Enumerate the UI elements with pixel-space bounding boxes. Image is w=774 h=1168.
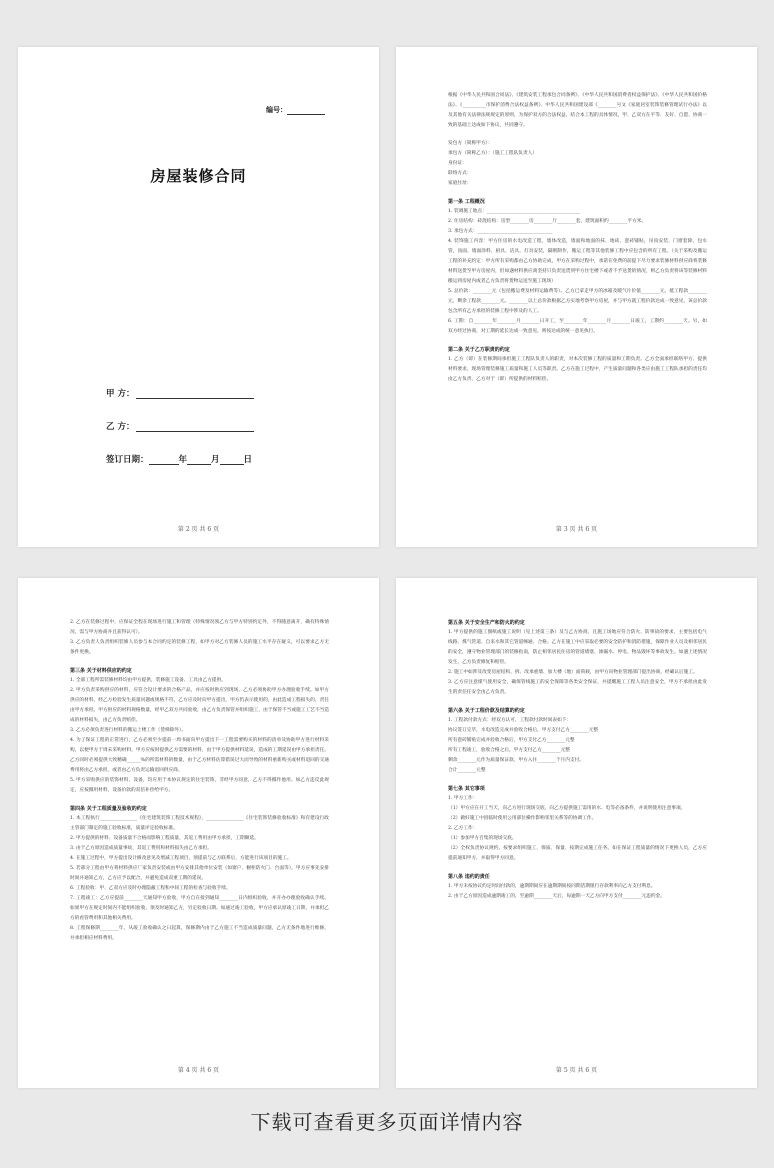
paragraph-spacer: [448, 337, 707, 345]
paragraph: 发包方（简称甲方）：: [448, 141, 493, 146]
paragraph: 身份证：: [448, 161, 467, 166]
page-body: [448, 618, 707, 902]
paragraph-spacer: [448, 776, 707, 784]
paragraph: 家庭住址：: [448, 181, 472, 186]
paragraph: （2）做好施工中因临时使用公用部位操作影响邻里关系等的协调工作。: [448, 816, 597, 821]
page-footer: 第 3 页 共 6 页: [555, 526, 598, 533]
section-heading: 第六条 关于工程价款及结算的约定: [448, 708, 525, 714]
paragraph: 1. 乙方（即）在装修期间承担施工工程队负责人的职责，对本次装修工程的质量和工期负责。乙方全面承担联络甲方、提供材料要求，现场管理装修施工质量和施工人员等职责。乙方在施工过程中，产生质量问题和各类应由施工工程队承担的责任均由乙方负责，乙方对于（即）所提供的材料赔偿。: [448, 357, 707, 382]
paragraph: 所有工程竣工，验收合格之后，甲方支付乙方________元整: [448, 748, 570, 753]
paragraph: 所有瓷砖铺贴完成并验收合格后，甲方支付乙方________元整: [448, 738, 575, 743]
paragraph: 3. 乙方负责人负责组织装修人员参与本合同约定的装修工程，如甲方对乙方装修人员的施工水平存在疑义，可以要求乙方无条件更换。: [70, 640, 329, 655]
party-a-field: [106, 387, 254, 399]
document-number-blank: [287, 108, 325, 115]
paragraph: （1）甲方应在开工当天，向乙方进行现场交底，向乙方提供施工需用的水、电等必备条件，并说明使用注意事项。: [448, 806, 686, 811]
paragraph: 2. 施工中如涉及改变房屋结构、拆、改承重墙、加大楼（地）面荷载，由甲方向物业管理部门提出协商，经确认后施工。: [448, 670, 698, 675]
document-number-field: [266, 105, 325, 115]
paragraph: 6. 工期：自________年________月________日开工，至________年________月________日竣工，工期约________天。另，如双方经过协商，对工期的延长达成一致意见，则按达成的统一意见执行。: [448, 319, 707, 334]
paragraph: 8. 工程保修期________年，从竣工验收确认之日起算，保修期内由于乙方施工不当造成质量问题，乙方无条件地进行维修，并承担相应材料费用。: [70, 926, 329, 941]
paragraph: 5. 若部分工程由甲方将材料供应厂家负责安装或由甲方安排其他单位安装（如窗户、橱柜防火门、台面等），甲方应事先安排时间并通知乙方，乙方应予以配合，并避免造成双重工期的延误。: [70, 866, 329, 881]
paragraph: 7. 工程竣工：乙方应提前________天通知甲方验收，甲方自在接到通知________日内组织验收，并开办办理验收确认手续。如果甲方在规定时间内不能组织验收，须及时通知乙方，另定验收日期。如通过竣工验收，甲方应承认原竣工日期，并承担乙方的看管费用和其他相关费用。: [70, 896, 329, 921]
paragraph: （1）参加甲方召集的现场交底。: [448, 836, 517, 841]
document-page-4: [396, 578, 757, 1088]
page-footer: 第 4 页 共 6 页: [177, 1067, 220, 1074]
paragraph: 3. 承包方式：________________________________: [448, 229, 553, 234]
section-heading: 第四条 关于工程质量及验收的约定: [70, 806, 147, 812]
month-blank: [187, 456, 211, 465]
paragraph-spacer: [448, 698, 707, 706]
paragraph-spacer: [70, 658, 329, 666]
section-heading: 第七条 其它事项: [448, 786, 485, 792]
section-heading: 第八条 违约的责任: [448, 874, 490, 880]
document-number-label: 编号：: [266, 105, 287, 114]
paragraph: 剩余________元作为质量保证款，甲方入住________个月内支付。: [448, 758, 584, 763]
paragraph: 承包方（简称乙方）：（施工工程队负责人）: [448, 151, 538, 156]
party-b-label: 乙 方：: [106, 422, 135, 432]
document-page-cover: [18, 47, 379, 547]
day-label: 日: [243, 455, 253, 465]
paragraph: 5. 总价款：________元（包括搬运费及材料运输费等）。乙方已拿走甲方的冰箱及暖气片价值________元，抵工程款________元，剩余工程款________元。________以上总价款根据乙方实地考察甲方房屋，并与甲方就工程价款达成一致意见，该总价款包含所有乙方承担的装修工程中涉及的人工。: [448, 289, 707, 314]
paragraph-spacer: [448, 864, 707, 872]
paragraph: 联络方式：: [448, 171, 472, 176]
paragraph: 1. 甲方工作：: [448, 796, 478, 801]
paragraph: 2. 乙方在装修过程中，应保证全程在现场进行施工和管理（特殊情况须乙方与甲方特别约定外，不得随意离开，确有特殊情况，需与甲方协商并且获得认可）。: [70, 620, 329, 635]
paragraph-spacer: [448, 131, 707, 139]
party-a-label: 甲 方：: [106, 389, 135, 399]
paragraph: 1. 工程款付款方式：经双方认可，工程款付款时间表如下：: [448, 718, 572, 723]
paragraph: 3. 由于乙方原因造成质量事故，其返工费用和材料损失由乙方承担。: [70, 846, 212, 851]
day-blank: [220, 456, 244, 465]
paragraph: （2）全权负责协议规约，按要求组织施工，保质、保量、按期完成施工任务。如在保证工程质量的情况下更换人员，乙方应提前通知甲方，并取得甲方同意。: [448, 846, 707, 861]
paragraph: 1. 全部工程所需装修材料均由甲方提供，装修施工设备、工具由乙方提供。: [70, 678, 226, 683]
document-page-2: [396, 47, 757, 547]
year-label: 年: [178, 455, 188, 465]
paragraph: 根据《中华人民共和国合同法》、《建筑安装工程承包合同条例》、《中华人民共和国消费者权益保护法》、《中华人民共和国价格法》、《__________市保护消费合法权益条例》、中华人民共和国建设部《________号文《家庭居室装饰装修管理试行办法》以及其他有关法律法规规定的原则，为保护双方的合法权益，结合本工程的具体情况，甲、乙双方在平等、友好、自愿、协商一致的基础上达成如下协议，共同遵守。: [448, 93, 707, 128]
contract-title: 房屋装修合同: [150, 167, 247, 185]
paragraph: 2. 甲方提供的材料、设备质量不合格而影响工程质量，其返工费用由甲方承担，工期顺延。: [70, 836, 259, 841]
paragraph: 3. 乙方应注意煤气使用安全，确保管线施工的安全保障等各类安全保证，并提醒施工工程人员注意安全，甲方不承担由此发生的责任任安全由乙方负责。: [448, 680, 707, 695]
section-heading: 第三条 关于材料供应的约定: [70, 668, 132, 674]
paragraph: 4. 装饰施工内容：甲方住房的水电改造工程，墙体改造，墙面和地面的抹、地砖、瓷砖铺贴，吊顶安装，门窗套除，包水管，顶面、墙面涂料，厨具、洁具、灯具安装，隔断制作，搬运工程等其他装修工程中应包含的所有工程。（关于采购及搬运工程的补充约定：甲方所有采购都由乙方协助完成，甲方在采购过程中，承诺在免费的前提下尽力要求装修材料供应商将装修材料送货至甲方房屋内，但如遇材料供应商坚持只负责送货到甲方住宅楼下或者不予送货的情况，则乙方负责将该等装修材料搬运到房屋内或者乙方负责将货物运送至施工现场）: [448, 239, 707, 284]
paragraph: 1. 本工程执行________________《住宅建筑装饰工程技术规程》，________________《住宅装饰装修验收标准》和有建设行政主管部门制定的施工验收标准，质量评定验收标准。: [70, 816, 329, 831]
download-more-caption: 下载可查看更多页面详情内容: [250, 1110, 524, 1134]
paragraph: 3. 乙方必须负责进行材料的搬运上楼工作（货梯除外）。: [70, 728, 187, 733]
paragraph: 2. 由于乙方原因造成逾期竣工的，至逾期________天后，每逾期一天乙方向甲方支付________元违约金。: [448, 894, 665, 899]
paragraph: 2. 甲方负责采购供应的材料，应符合设计要求的合格产品，并应按时供应到现场，乙方必须协助甲方办理验收手续。如甲方供应的材料，经乙方检验发生质量问题或规格不符，乙方应及时向甲方提出，甲方仍表示使用的，由此造成工程损失的，责任由甲方承担。甲方供应的材料规格数量，经甲乙双方共同验收，由乙方负责保管并组织施工，由于保管不当或施工工艺不当造成的材料损失，由乙方负责赔偿。: [70, 688, 329, 723]
paragraph: 5. 甲方采购供应的装饰材料、设备，均应用于本协议规定的住宅装饰，非经甲方同意，乙方不得挪作他用。如乙方违反此规定，应按挪用材料、设备价款的双倍补偿给甲方。: [70, 778, 329, 793]
section-heading: 第五条 关于安全生产和防火的约定: [448, 620, 525, 626]
section-heading: 第一条 工程概况: [448, 199, 485, 205]
document-page-3: [18, 578, 379, 1088]
paragraph-spacer: [448, 189, 707, 197]
paragraph: 2. 住房结构：砖混结构：房型________房________厅________套，建筑面积约________平方米。: [448, 219, 647, 224]
page-body: [70, 618, 329, 944]
party-b-field: [106, 420, 254, 432]
month-label: 月: [211, 455, 220, 465]
signing-date-field: [106, 453, 252, 465]
section-heading: 第二条 关于乙方职责的约定: [448, 347, 510, 353]
page-body: [448, 91, 707, 385]
paragraph: 1. 装调施工地点：________________________________________: [448, 209, 581, 214]
paragraph: 1. 甲方未按协议约定时间付款的，逾期期间应在逾期期间按同期活期银行存款利率向乙方支付利息。: [448, 884, 656, 889]
signing-date-label: 签订日期：: [106, 455, 149, 465]
party-a-blank: [136, 390, 254, 399]
paragraph: 2. 乙方工作：: [448, 826, 478, 831]
year-blank: [149, 456, 179, 465]
paragraph: 6. 工程验收：甲、乙双方应及时办理隐蔽工程和中间工程的检查与验收手续。: [70, 886, 231, 891]
paragraph-spacer: [70, 796, 329, 804]
page-footer: 第 2 页 共 6 页: [177, 526, 220, 533]
paragraph: 1. 甲方提供的施工图纸或施工说明（见上述第三条）及与乙方协商，且施工场地应符合防火、防事故的要求，主要包括电气线路、煤气管道、自来水和其它管道畅通、合格。乙方在施工中应采取必要的安全防护和消防措施，保障作业人员及相邻居民的安全，遵守物业管理部门的装修指南，防止相邻居民住房的管道堵塞、渗漏水、停电、物品毁坏等事故发生。如遇上述情况发生，乙方负责修复和赔偿。: [448, 630, 707, 665]
paragraph: 4. 在施工过程中，甲方提出设计修改意见及增减工程项目，须提前与乙方联系后，方能进行该项目的施工。: [70, 856, 292, 861]
paragraph: 4. 为了保证工程的正常进行，乙方必须至少提前一周书面向甲方提出下一工程需要购买的材料的清单及协助甲方进行材料采购，以便甲方于周末采购材料，甲方应按时提供乙方需要的材料，由于甲方提供材料延误，造成的工期延误由甲方承担责任。乙方同时必须提供大致精确______%的所需材料的数量，由于乙方材料估算错误过大而导致的材料重新购买或材料退回的交通费用将由乙方承担，或者由乙方负责运输退回供应商。: [70, 738, 329, 773]
paragraph: 合计________元整: [448, 768, 486, 773]
party-b-blank: [136, 423, 254, 432]
paragraph: 协议签订完毕，水电改造完成并验收合格后，甲方支付乙方________元整: [448, 728, 599, 733]
page-footer: 第 5 页 共 6 页: [555, 1067, 598, 1074]
